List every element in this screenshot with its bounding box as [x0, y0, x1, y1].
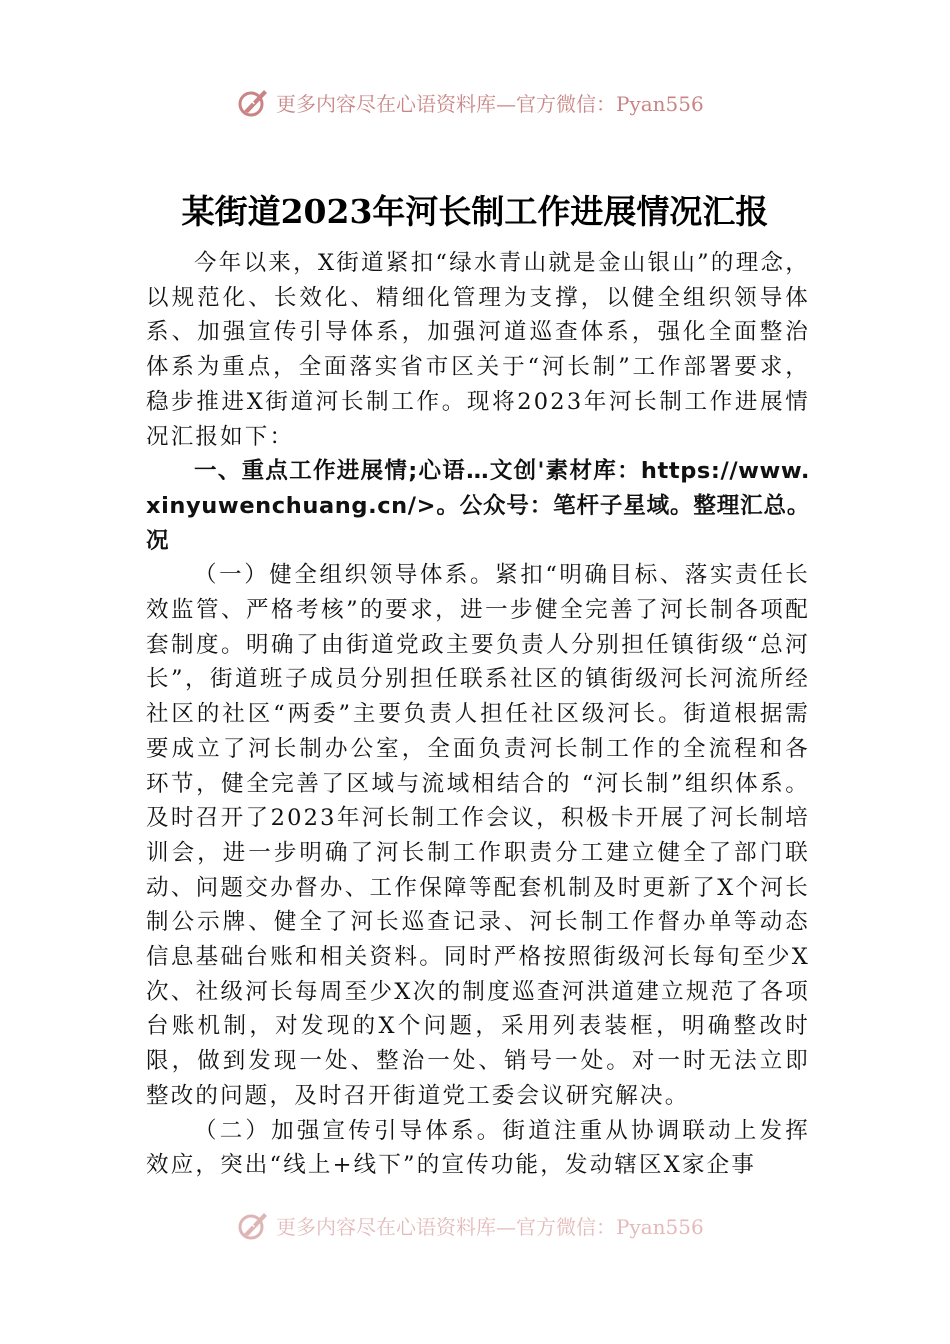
- quill-seal-icon: [236, 1208, 270, 1242]
- section-paragraph: （一）健全组织领导体系。紧扣“明确目标、落实责任长效监管、严格考核”的要求，进一步健全完善了河长制各项配套制度。明确了由街道党政主要负责人分别担任镇街级“总河长”，街道班子成员分别担任联系社区的镇街级河长河流所经社区的社区“两委”主要负责人担任社区级河长。街道根据需要成立了河长制办公室，全面负责河长制工作的全流程和各环节，健全完善了区域与流域相结合的 “河长制”组织体系。及时召开了2023年河长制工作会议，积极卡开展了河长制培训会，进一步明确了河长制工作职责分工建立健全了部门联动、问题交办督办、工作保障等配套机制及时更新了X个河长制公示牌、健全了河长巡查记录、河长制工作督办单等动态信息基础台账和相关资料。同时严格按照街级河长每旬至少X次、社级河长每周至少X次的制度巡查河洪道建立规范了各项台账机制，对发现的X个问题，采用列表装框，明确整改时限，做到发现一处、整治一处、销号一处。对一时无法立即整改的问题，及时召开街道党工委会议研究解决。: [146, 562, 810, 1109]
- banner-text: 更多内容尽在心语资料库—官方微信：Pyan556: [276, 1214, 704, 1239]
- section-heading: 一、重点工作进展情;心语…文创'素材库：https://www.xinyuwenchuang.cn/>。公众号：笔杆子星域。整理汇总。况: [146, 458, 810, 554]
- watermark-banner-top: [236, 84, 704, 120]
- document-body: [146, 246, 810, 1183]
- intro-paragraph: 今年以来，X街道紧扣“绿水青山就是金山银山”的理念，以规范化、长效化、精细化管理为支撑，以健全组织领导体系、加强宣传引导体系，加强河道巡查体系，强化全面整治体系为重点，全面落实省市区关于“河长制”工作部署要求，稳步推进X街道河长制工作。现将2023年河长制工作进展情况汇报如下：: [146, 250, 810, 450]
- section-paragraph: （二）加强宣传引导体系。街道注重从协调联动上发挥效应，突出“线上+线下”的宣传功能，发动辖区X家企事: [146, 1117, 810, 1179]
- quill-seal-icon: [236, 85, 270, 119]
- banner-text: 更多内容尽在心语资料库—官方微信：Pyan556: [276, 91, 704, 116]
- document-title: 某街道2023年河长制工作进展情况汇报: [181, 192, 769, 231]
- watermark-banner-bottom: [236, 1207, 704, 1243]
